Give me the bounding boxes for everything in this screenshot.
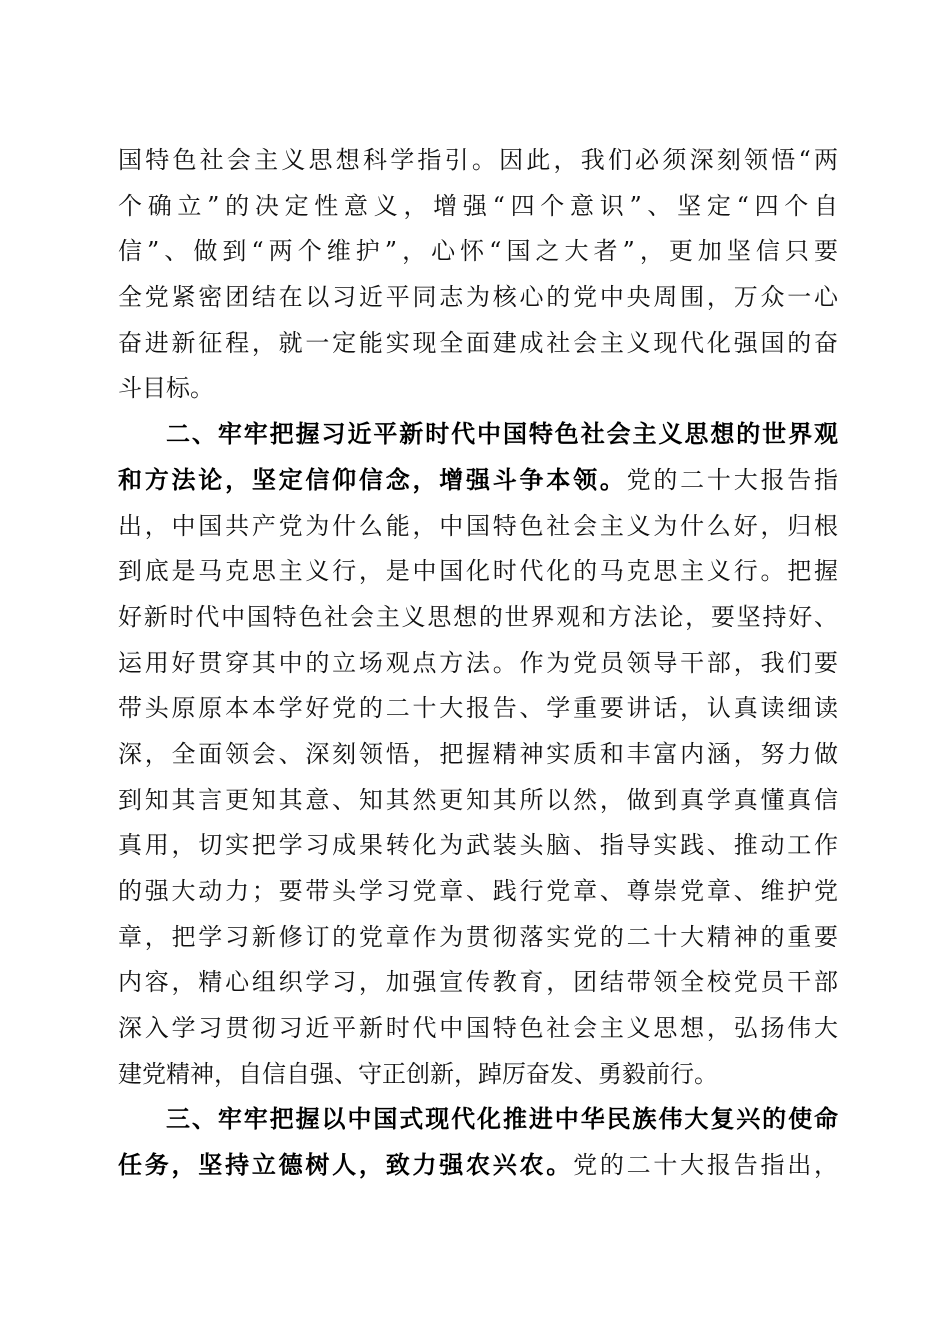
text-line: 好新时代中国特色社会主义思想的世界观和方法论，要坚持好、 — [118, 602, 838, 631]
text-line: 到知其言更知其意、知其然更知其所以然，做到真学真懂真信 — [118, 785, 838, 814]
text-line: 信”、做到“两个维护”，心怀“国之大者”，更加坚信只要 — [118, 237, 838, 266]
text-line: 内容，精心组织学习，加强宣传教育，团结带领全校党员干部 — [118, 968, 838, 997]
section-heading-3-tail: 任务，坚持立德树人，致力强农兴农。 — [118, 1151, 574, 1180]
text-line: 斗目标。 — [118, 374, 214, 403]
text-line: 真用，切实把学习成果转化为武装头脑、指导实践、推动工作 — [118, 831, 838, 860]
text-line: 到底是马克思主义行，是中国化时代化的马克思主义行。把握 — [118, 557, 838, 586]
section-heading-2: 二、牢牢把握习近平新时代中国特色社会主义思想的世界观 — [166, 420, 838, 449]
section-heading-2-continuation — [118, 458, 838, 504]
text-line: 出，中国共产党为什么能，中国特色社会主义为什么好，归根 — [118, 511, 838, 540]
text-line: 全党紧密团结在以习近平同志为核心的党中央周围，万众一心 — [118, 283, 838, 312]
text-line: 个确立”的决定性意义，增强“四个意识”、坚定“四个自 — [118, 191, 838, 220]
document-body — [118, 138, 838, 1189]
text-line: 建党精神，自信自强、守正创新，踔厉奋发、勇毅前行。 — [118, 1059, 718, 1088]
section-heading-3: 三、牢牢把握以中国式现代化推进中华民族伟大复兴的使命 — [166, 1105, 838, 1134]
text-line: 国特色社会主义思想科学指引。因此，我们必须深刻领悟“两 — [118, 146, 838, 174]
section-heading-3-continuation — [118, 1143, 838, 1189]
text-line: 奋进新征程，就一定能实现全面建成社会主义现代化强国的奋 — [118, 328, 838, 357]
text-line: 深入学习贯彻习近平新时代中国特色社会主义思想，弘扬伟大 — [118, 1014, 838, 1043]
text-segment: 党的二十大报告指出， — [573, 1151, 839, 1180]
text-line: 章，把学习新修订的党章作为贯彻落实党的二十大精神的重要 — [118, 922, 838, 951]
section-heading-2-tail: 和方法论，坚定信仰信念，增强斗争本领。 — [118, 465, 627, 494]
text-line: 运用好贯穿其中的立场观点方法。作为党员领导干部，我们要 — [118, 648, 838, 677]
text-line: 带头原原本本学好党的二十大报告、学重要讲话，认真读细读 — [118, 694, 838, 723]
text-line: 的强大动力；要带头学习党章、践行党章、尊崇党章、维护党 — [118, 877, 838, 905]
text-segment: 党的二十大报告指 — [626, 465, 839, 494]
text-line: 深，全面领会、深刻领悟，把握精神实质和丰富内涵，努力做 — [118, 739, 838, 768]
